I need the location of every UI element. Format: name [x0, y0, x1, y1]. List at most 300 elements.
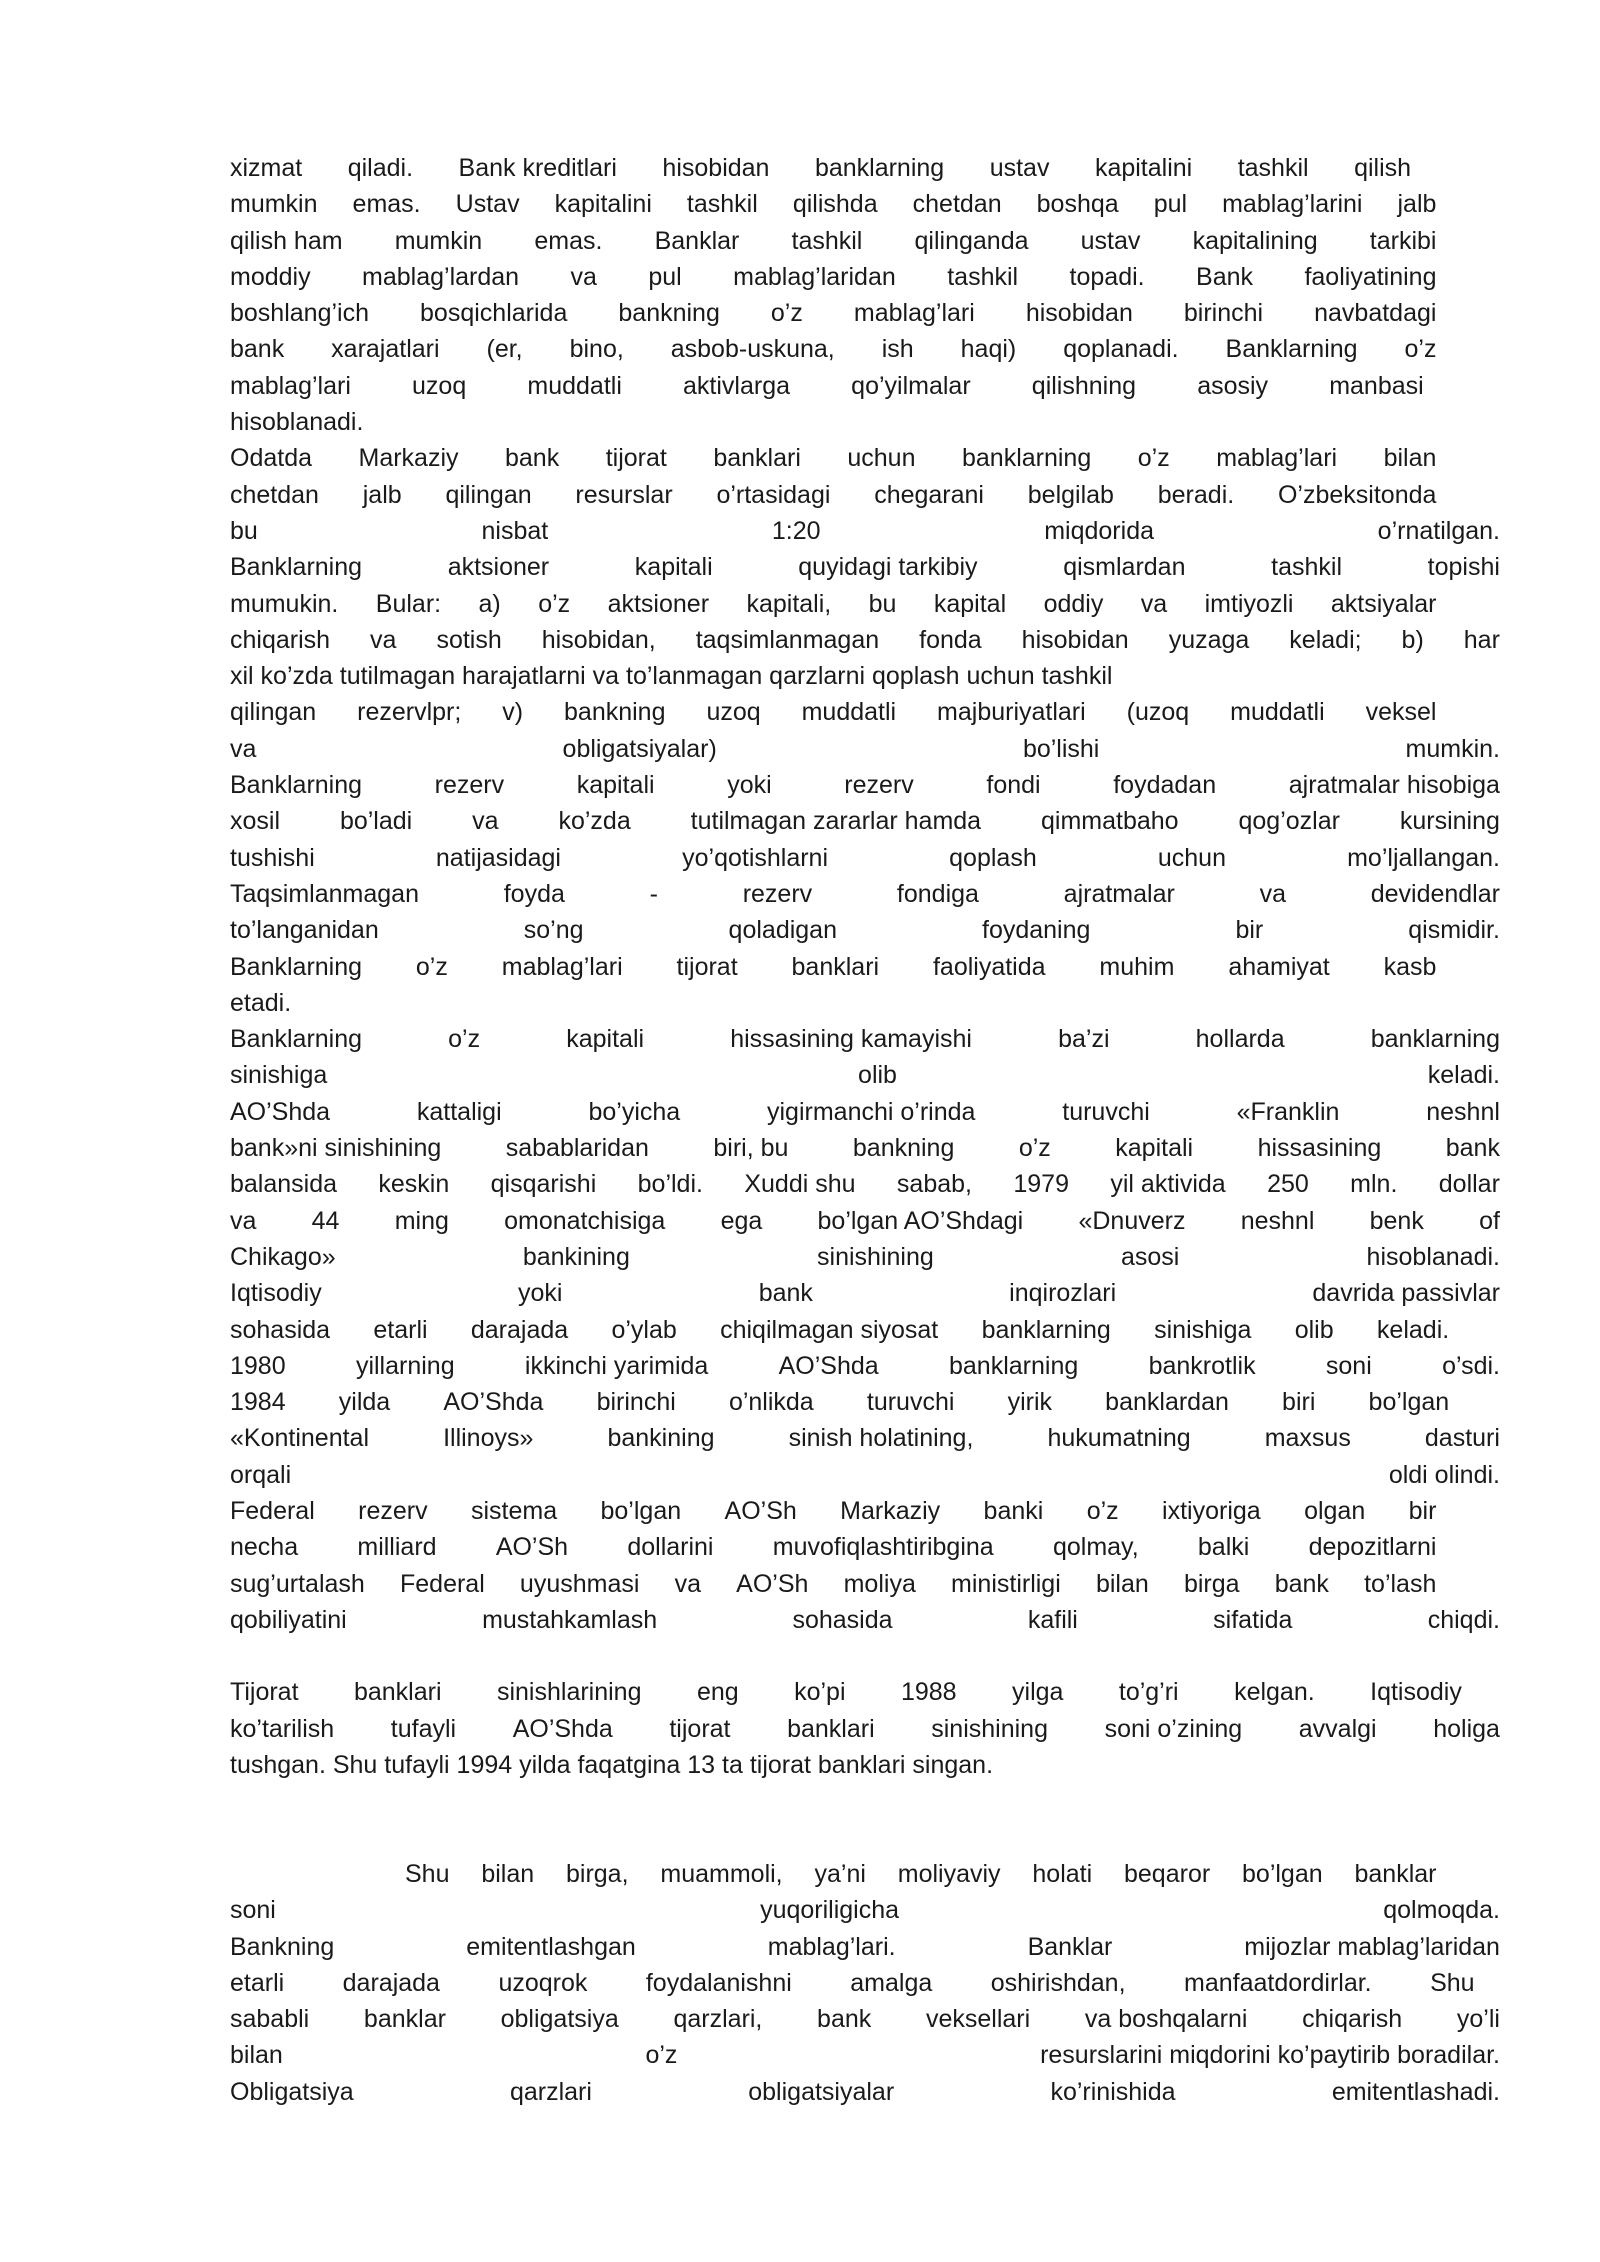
word: mln.	[1350, 1170, 1398, 1199]
word: banklarning	[814, 154, 945, 182]
word: o’z	[1086, 1496, 1119, 1525]
word: banklar	[1354, 1859, 1437, 1888]
word: Illinoys»	[443, 1424, 534, 1453]
word: fonda	[919, 625, 982, 654]
word: «Dnuverz	[1078, 1206, 1186, 1235]
word: soni	[230, 1896, 276, 1925]
word: uzoq	[412, 371, 467, 400]
paragraph-gap	[230, 1638, 1500, 1674]
word: haqi)	[960, 335, 1017, 364]
word: devidendlar	[1370, 879, 1500, 908]
word: 1984	[230, 1388, 286, 1417]
word: mustahkamlash	[482, 1605, 658, 1634]
word: mablag’lardan	[362, 262, 520, 291]
word: mijozlar mablag’laridan	[1244, 1932, 1500, 1961]
word: o’z	[448, 1025, 481, 1054]
word: mo’ljallangan.	[1347, 843, 1500, 872]
word: quyidagi tarkibiy	[798, 553, 978, 582]
word: bir	[1235, 916, 1264, 945]
word: Markaziy	[358, 444, 459, 473]
word: banklarning	[949, 1351, 1079, 1380]
word: bo’lgan	[1242, 1859, 1323, 1888]
word: sotish	[436, 625, 502, 654]
word: banklarning	[961, 444, 1092, 473]
word: oshirishdan,	[990, 1968, 1126, 1997]
word: soni	[1325, 1351, 1372, 1380]
word: kelgan.	[1234, 1678, 1315, 1707]
word: rezerv	[844, 771, 914, 800]
word: birga,	[566, 1859, 629, 1888]
text-line	[230, 368, 1424, 404]
word: benk	[1369, 1206, 1424, 1235]
word: ustav	[989, 154, 1050, 182]
word: imtiyozli	[1204, 589, 1294, 618]
word: o’z	[1404, 335, 1437, 364]
word: mumkin	[394, 226, 483, 255]
word: ko’rinishida	[1050, 2077, 1176, 2106]
word: kafili	[1027, 1605, 1078, 1634]
word: yuzaga	[1168, 625, 1250, 654]
word: aktsioner	[447, 553, 550, 582]
word: topadi.	[1069, 262, 1145, 291]
word: kursining	[1399, 807, 1500, 836]
word: o’z	[415, 952, 448, 981]
word: aktivlarga	[683, 371, 791, 400]
word: birinchi	[596, 1388, 676, 1417]
word: mablag’lari.	[767, 1932, 896, 1961]
word: holati	[1032, 1859, 1093, 1888]
text-line	[230, 840, 1500, 876]
word: maxsus	[1264, 1424, 1351, 1453]
text-line	[230, 1420, 1500, 1456]
word: keladi.	[1427, 1061, 1500, 1090]
word: kapitalining	[1192, 226, 1318, 255]
word: sohasida	[230, 1315, 331, 1344]
word: ko’tarilish	[230, 1714, 335, 1743]
text-line	[230, 2001, 1500, 2037]
word: -	[649, 879, 658, 908]
word: a)	[478, 589, 501, 618]
word: chetdan	[230, 480, 319, 509]
word: qilishda	[792, 190, 878, 219]
text-line	[230, 186, 1437, 222]
text-line	[230, 223, 1437, 259]
word: yilga	[1012, 1678, 1064, 1707]
word: tutilmagan zararlar hamda	[690, 807, 982, 836]
word: sinishining	[931, 1714, 1048, 1743]
word: Banklarning	[1225, 335, 1358, 364]
word: Banklar	[654, 226, 740, 255]
word: hollarda	[1195, 1025, 1285, 1054]
word: Obligatsiya	[230, 2077, 354, 2106]
word: yil aktivida	[1110, 1170, 1226, 1199]
word: qisqarishi	[490, 1170, 597, 1199]
text-line	[230, 477, 1437, 513]
word: sinishining	[817, 1242, 934, 1271]
word: Ustav	[455, 190, 520, 219]
word: o’ylab	[611, 1315, 677, 1344]
text-line	[230, 949, 1437, 985]
word: boshlang’ich	[230, 299, 369, 328]
word: mablag’lari	[230, 371, 351, 400]
word: o’sdi.	[1442, 1351, 1500, 1380]
word: tufayli	[390, 1714, 457, 1743]
word: nisbat	[481, 516, 549, 545]
word: jalb	[1397, 190, 1437, 219]
word: qolmay,	[1052, 1533, 1139, 1562]
word: tashkil	[791, 226, 863, 255]
word: asosiy	[1197, 371, 1269, 400]
text-line	[230, 2074, 1500, 2110]
word: dollarini	[627, 1533, 714, 1562]
text-line	[230, 1057, 1500, 1093]
text-line	[230, 1239, 1500, 1275]
word: kasb	[1383, 952, 1437, 981]
word: mumkin	[230, 190, 318, 219]
word: Iqtisodiy	[1370, 1678, 1462, 1707]
word: ko’zda	[558, 807, 631, 836]
text-line	[230, 658, 1500, 694]
word: sinish holatining,	[788, 1424, 974, 1453]
word: Bular:	[375, 589, 442, 618]
paragraph-gap	[230, 1783, 1500, 1856]
word: rezerv	[358, 1496, 428, 1525]
word: bo’yicha	[588, 1097, 681, 1126]
word: qilinganda	[914, 226, 1029, 255]
word: AO’Shda	[512, 1714, 613, 1743]
word: qismlardan	[1063, 553, 1186, 582]
word: kapitali	[576, 771, 655, 800]
text-line	[230, 1711, 1500, 1747]
word: davrida passivlar	[1312, 1279, 1500, 1308]
text-line	[230, 549, 1500, 585]
word: Banklarning	[230, 952, 363, 981]
word: veksellari	[925, 2005, 1031, 2034]
word: bo’ldi.	[637, 1170, 703, 1199]
word: chiqilmagan siyosat	[720, 1315, 939, 1344]
word: birga	[1183, 1569, 1240, 1598]
word: keladi;	[1289, 625, 1362, 654]
word: qilingan	[445, 480, 532, 509]
word: etarli	[373, 1315, 428, 1344]
word: bank	[230, 335, 285, 364]
word: to’lash	[1364, 1569, 1437, 1598]
text-line	[230, 1529, 1437, 1565]
text-line	[230, 1929, 1500, 1965]
text-line	[230, 1674, 1462, 1710]
word: keskin	[378, 1170, 450, 1199]
word: Banklar	[1027, 1932, 1113, 1961]
text-line	[230, 259, 1437, 295]
word: eng	[696, 1678, 739, 1707]
word: mumukin.	[230, 589, 339, 618]
word: banklari	[787, 1714, 875, 1743]
word: balansida	[230, 1170, 338, 1199]
word: qilishning	[1031, 371, 1137, 400]
text-line	[230, 404, 1500, 440]
text-line	[230, 767, 1500, 803]
word: bankining	[522, 1242, 630, 1271]
word: etadi.	[230, 988, 292, 1017]
word: darajada	[342, 1968, 440, 1997]
word: qarzlari	[509, 2077, 592, 2106]
word: yigirmanchi o’rinda	[767, 1097, 976, 1126]
word: va	[1140, 589, 1168, 618]
word: banki	[983, 1496, 1044, 1525]
word: qo’yilmalar	[851, 371, 971, 400]
word: «Kontinental	[230, 1424, 370, 1453]
word: Shu	[405, 1859, 450, 1888]
word: sug’urtalash	[230, 1569, 365, 1598]
word: Banklarning	[230, 771, 363, 800]
word: xarajatlari	[331, 335, 440, 364]
word: chetdan	[912, 190, 1002, 219]
word: keladi.	[1376, 1315, 1450, 1344]
word: manfaatdordirlar.	[1184, 1968, 1372, 1997]
word: orqali	[230, 1460, 292, 1489]
text-line	[230, 150, 1411, 186]
word: majburiyatlari	[937, 698, 1086, 727]
text-line	[230, 694, 1437, 730]
word: to’g’ri	[1118, 1678, 1179, 1707]
word: dasturi	[1424, 1424, 1500, 1453]
word: uchun	[847, 444, 916, 473]
word: olib	[1294, 1315, 1334, 1344]
text-line	[230, 331, 1437, 367]
word: aktsioner	[607, 589, 710, 618]
word: muhim	[1099, 952, 1175, 981]
word: muvofiqlashtiribgina	[772, 1533, 994, 1562]
word: dollar	[1438, 1170, 1500, 1199]
word: manbasi	[1329, 371, 1424, 400]
word: bo’lgan	[1368, 1388, 1450, 1417]
word: qolmoqda.	[1383, 1896, 1500, 1925]
word: uzoq	[706, 698, 761, 727]
word: bank	[1274, 1569, 1329, 1598]
word: qilingan	[230, 698, 317, 727]
word: rezerv	[742, 879, 813, 908]
word: va	[1259, 879, 1286, 908]
word: sifatida	[1213, 1605, 1293, 1634]
word: bo’lishi	[1022, 734, 1100, 763]
word: AO’Sh	[495, 1533, 569, 1562]
text-line	[230, 985, 1500, 1021]
word: uzoqrok	[498, 1968, 588, 1997]
word: mablag’larini	[1222, 190, 1363, 219]
word: rezerv	[434, 771, 505, 800]
word: emas.	[352, 190, 421, 219]
word: kapitalini	[554, 190, 652, 219]
word: yillarning	[355, 1351, 455, 1380]
word: banklari	[353, 1678, 442, 1707]
word: sabab,	[896, 1170, 972, 1199]
word: beqaror	[1124, 1859, 1211, 1888]
word: banklari	[791, 952, 880, 981]
word: jalb	[362, 480, 402, 509]
word: emitentlashgan	[466, 1932, 636, 1961]
word: bankning	[852, 1134, 955, 1163]
word: uchun	[1157, 843, 1226, 872]
word: xizmat	[230, 154, 303, 182]
word: bo’lgan	[600, 1496, 682, 1525]
word: bank	[758, 1279, 813, 1308]
word: tushgan. Shu tufayli 1994 yilda faqatgina 13 ta tijorat banklari singan.	[230, 1751, 994, 1780]
word: bilan	[481, 1859, 535, 1888]
word: obligatsiya	[500, 2005, 619, 2034]
word: tijorat	[605, 444, 667, 473]
word: va	[674, 1569, 701, 1598]
word: mablag’lari	[853, 299, 975, 328]
word: resurslarini miqdorini ko’paytirib boradilar.	[1040, 2041, 1500, 2070]
word: hisobidan	[1021, 625, 1129, 654]
word: kapitali	[634, 553, 713, 582]
document-body	[230, 150, 1500, 2110]
word: tashkil	[1237, 154, 1309, 182]
word: olgan	[1304, 1496, 1366, 1525]
word: sinishiga	[1154, 1315, 1252, 1344]
text-line	[230, 1747, 1500, 1783]
word: bank	[1445, 1134, 1500, 1163]
word: moliyaviy	[897, 1859, 1001, 1888]
word: ministirligi	[951, 1569, 1061, 1598]
word: balki	[1197, 1533, 1250, 1562]
word: tashkil	[686, 190, 758, 219]
word: 1980	[230, 1351, 286, 1380]
word: Taqsimlanmagan	[230, 879, 419, 908]
word: etarli	[230, 1968, 285, 1997]
word: miqdorida	[1044, 516, 1154, 545]
word: ega	[720, 1206, 763, 1235]
word: banklar	[363, 2005, 446, 2034]
word: soni o’zining	[1104, 1714, 1243, 1743]
word: pul	[648, 262, 682, 291]
word: rezervlpr;	[357, 698, 462, 727]
word: qog’ozlar	[1238, 807, 1340, 836]
word: Xuddi shu	[744, 1170, 856, 1199]
word: hissasining	[1257, 1134, 1382, 1163]
text-line	[230, 586, 1437, 622]
word: muddatli	[801, 698, 897, 727]
word: muddatli	[1230, 698, 1325, 727]
word: sistema	[470, 1496, 558, 1525]
word: bilan	[1383, 444, 1437, 473]
word: belgilab	[1027, 480, 1114, 509]
word: Iqtisodiy	[230, 1279, 322, 1308]
text-line	[230, 1493, 1437, 1529]
word: 1:20	[771, 516, 821, 545]
word: bu	[868, 589, 897, 618]
word: milliard	[357, 1533, 437, 1562]
word: obligatsiyalar)	[562, 734, 717, 763]
word: 44	[311, 1206, 340, 1235]
word: birinchi	[1183, 299, 1264, 328]
word: bankrotlik	[1148, 1351, 1256, 1380]
word: mablag’lari	[1216, 444, 1338, 473]
word: (uzoq	[1126, 698, 1190, 727]
word: har	[1463, 625, 1500, 654]
word: banklarning	[981, 1315, 1111, 1344]
word: asbob-uskuna,	[670, 335, 835, 364]
word: kapitalini	[1094, 154, 1193, 182]
word: qilish	[1354, 154, 1412, 182]
word: va	[472, 807, 499, 836]
text-line	[230, 803, 1500, 839]
text-line	[230, 1203, 1500, 1239]
word: bu	[230, 516, 258, 545]
word: banklarning	[1370, 1025, 1500, 1054]
word: chiqdi.	[1427, 1605, 1500, 1634]
word: foyda	[503, 879, 565, 908]
word: o’nlikda	[728, 1388, 814, 1417]
word: holiga	[1433, 1714, 1500, 1743]
word: tijorat	[669, 1714, 731, 1743]
word: xosil	[230, 807, 281, 836]
word: va	[230, 1206, 257, 1235]
text-line	[230, 876, 1500, 912]
word: hukumatning	[1047, 1424, 1191, 1453]
word: ko’pi	[794, 1678, 846, 1707]
word: Bankning	[230, 1932, 335, 1961]
word: tushishi	[230, 843, 315, 872]
word: chiqarish	[1302, 2005, 1403, 2034]
word: chegarani	[874, 480, 984, 509]
word: hissasining kamayishi	[730, 1025, 972, 1054]
word: hisobidan,	[541, 625, 656, 654]
word: 1979	[1013, 1170, 1069, 1199]
word: ajratmalar	[1063, 879, 1175, 908]
word: o’rtasidagi	[716, 480, 831, 509]
word: qoladigan	[728, 916, 837, 945]
word: pul	[1153, 190, 1188, 219]
word: AO’Shda	[778, 1351, 879, 1380]
word: v)	[502, 698, 524, 727]
word: bo’ladi	[339, 807, 413, 836]
word: sinishlarining	[496, 1678, 642, 1707]
word: Federal	[230, 1496, 315, 1525]
word: sohasida	[792, 1605, 893, 1634]
word: ba’zi	[1058, 1025, 1110, 1054]
word: avvalgi	[1298, 1714, 1377, 1743]
word: ahamiyat	[1228, 952, 1330, 981]
text-line	[230, 1166, 1500, 1202]
word: ajratmalar hisobiga	[1288, 771, 1500, 800]
word: of	[1479, 1206, 1500, 1235]
word: qobiliyatini	[230, 1605, 347, 1634]
word: tashkil	[947, 262, 1019, 291]
word: necha	[230, 1533, 299, 1562]
word: banklardan	[1105, 1388, 1229, 1417]
word: fondiga	[896, 879, 979, 908]
word: ixtiyoriga	[1162, 1496, 1261, 1525]
word: kapitali,	[746, 589, 832, 618]
word: o’rnatilgan.	[1377, 516, 1500, 545]
word: so’ng	[523, 916, 584, 945]
word: bilan	[1095, 1569, 1149, 1598]
word: mablag’lari	[501, 952, 623, 981]
word: Markaziy	[840, 1496, 941, 1525]
word: faoliyatida	[932, 952, 1046, 981]
word: AO’Shda	[443, 1388, 544, 1417]
word: o’z	[645, 2041, 678, 2070]
word: bank»ni sinishining	[230, 1134, 442, 1163]
word: mumkin.	[1405, 734, 1500, 763]
word: qarzlari,	[673, 2005, 763, 2034]
word: bank	[505, 444, 560, 473]
text-line	[230, 1130, 1500, 1166]
text-line	[230, 1602, 1500, 1638]
word: tarkibi	[1369, 226, 1437, 255]
word: AO’Shda	[230, 1097, 331, 1126]
